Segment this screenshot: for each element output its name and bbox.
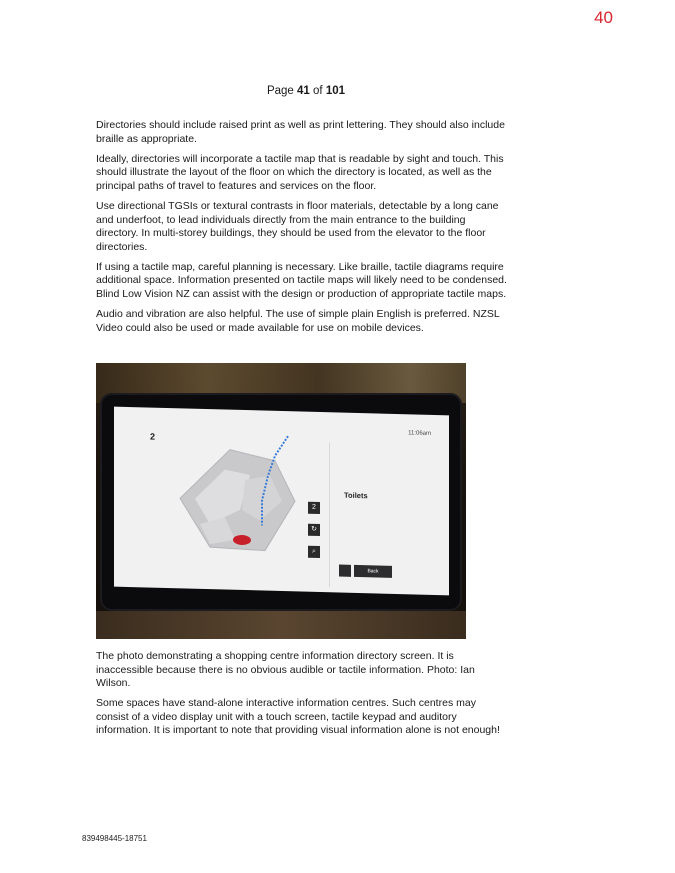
paragraph: Ideally, directories will incorporate a tactile map that is readable by sight and touch. This should illustrate the layout of the floor on which the directory is located, as well as the principal paths of travel to features and services on the floor. [96, 152, 504, 192]
floor-map [170, 428, 300, 556]
paragraph: Some spaces have stand-alone interactive information centres. Such centres may consist of a video display unit with a touch screen, tactile keypad and auditory information. It is important to note that providing visual information alone is not enough! [96, 697, 500, 737]
back-button: Back [354, 565, 392, 578]
floor-up-icon: 2 [308, 502, 320, 514]
refresh-icon: ↻ [308, 524, 320, 536]
page-header [0, 85, 612, 97]
page-of: of [313, 85, 323, 97]
screen-bezel [100, 393, 462, 611]
corner-page-number: 40 [594, 8, 613, 27]
floor-number: 2 [150, 431, 156, 442]
map-icon [339, 565, 351, 577]
panel-title: Toilets [344, 490, 368, 501]
directory-screen-photo [96, 363, 466, 639]
paragraph: If using a tactile map, careful planning is necessary. Like braille, tactile diagrams require additional space. Information presented on tactile maps will likely need to be condensed. Blind Low Vision NZ can assist with the design or production of appropriate tactile maps. [96, 260, 507, 301]
photo-floor [96, 611, 466, 639]
page-current: 41 [297, 85, 310, 97]
screen-time: 11:06am [408, 430, 431, 437]
caption-text [96, 650, 508, 745]
page-total: 101 [325, 85, 346, 97]
search-icon: ⌕ [308, 546, 320, 558]
directory-screen [114, 407, 449, 596]
photo-caption: The photo demonstrating a shopping centre information directory screen. It is inaccessible because there is no obvious audible or tactile information. Photo: Ian Wilson. [96, 650, 475, 690]
document-id: 839498445-18751 [82, 834, 147, 843]
page-prefix: Page [266, 85, 294, 97]
body-text [96, 119, 508, 342]
paragraph: Directories should include raised print as well as print lettering. They should also include braille as appropriate. [96, 119, 505, 145]
paragraph: Use directional TGSIs or textural contrasts in floor materials, detectable by a long cane and underfoot, to lead individuals directly from the main entrance to the building directory. In multi-storey buildings, they should be used from the elevator to the floor directories. [96, 199, 499, 253]
paragraph: Audio and vibration are also helpful. The use of simple plain English is preferred. NZSL Video could also be used or made available for use on mobile devices. [96, 308, 500, 334]
